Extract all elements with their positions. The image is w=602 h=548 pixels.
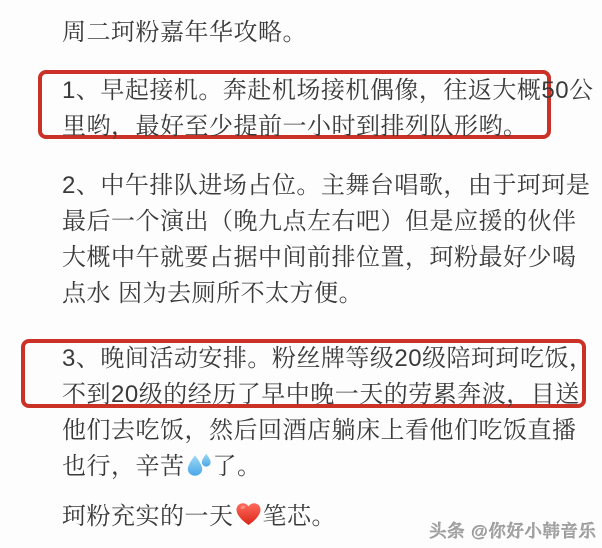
- closing-text-before: 珂粉充实的一天: [62, 503, 234, 530]
- paragraph-3-line-4-text-before: 也行，辛苦: [62, 453, 185, 480]
- paragraph-3-line-4-text-after: 了。: [212, 453, 262, 480]
- paragraph-3-line-2: 不到20级的经历了早中晚一天的劳累奔波，目送: [62, 381, 580, 408]
- paragraph-3-line-3: 他们去吃饭，然后回酒店躺床上看他们吃饭直播: [62, 417, 577, 444]
- post-title: 周二珂粉嘉年华攻略。: [62, 19, 307, 46]
- paragraph-3-line-4: [62, 450, 262, 484]
- paragraph-2-line-2: 最后一个演出（晚九点左右吧）但是应援的伙伴: [62, 208, 577, 235]
- paragraph-2-line-4: 点水 因为去厕所不太方便。: [62, 280, 364, 307]
- closing-text-after: 笔芯。: [262, 503, 336, 530]
- toutiao-watermark: 头条 @你好小韩音乐: [429, 522, 597, 541]
- paragraph-3-line-1: 3、晚间活动安排。粉丝牌等级20级陪珂珂吃饭，: [62, 345, 594, 372]
- paragraph-2-line-3: 大概中午就要占据中间前排位置，珂粉最好少喝: [62, 244, 577, 271]
- paragraph-1-line-1: 1、早起接机。奔赴机场接机偶像，往返大概50公: [62, 77, 594, 104]
- red-heart-emoji: [235, 502, 262, 527]
- sweat-droplets-emoji: [186, 453, 212, 477]
- paragraph-1-line-2: 里哟，最好至少提前一小时到排列队形哟。: [62, 113, 528, 140]
- closing-line: [62, 500, 336, 534]
- paragraph-2-line-1: 2、中午排队进场占位。主舞台唱歌，由于珂珂是: [62, 172, 591, 199]
